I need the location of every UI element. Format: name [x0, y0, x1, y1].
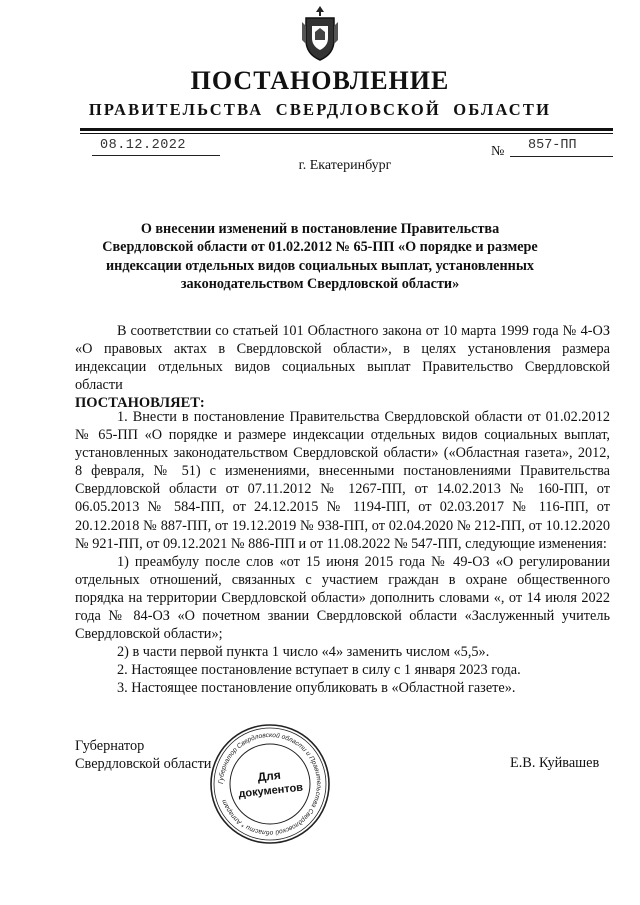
- stamp-center-line2: документов: [237, 781, 304, 801]
- date-underline: [92, 155, 220, 156]
- document-city: г. Екатеринбург: [298, 158, 392, 173]
- stamp-center-line1: Для: [256, 767, 282, 785]
- decree-word: ПОСТАНОВЛЯЕТ:: [75, 395, 205, 411]
- decree-item: 1. Внести в постановление Правительства Свердловской области от 01.02.2012 № 65-ПП «О порядке и размере индексации отдельных видов социальных выплат, установленных законодательством Свердловской области» («Областная газета», 2012, 8 февраля, № 51) с изменениями, внесенными постановлениями Правительства Свердловской области от 07.11.2012 № 1267-ПП, от 14.02.2013 № 160-ПП, от 06.05.2013 № 584-ПП, от 24.12.2015 № 1194-ПП, от 02.03.2017 № 116-ПП, от 20.12.2018 № 887-ПП, от 19.12.2019 № 938-ПП, от 02.04.2020 № 212-ПП, от 10.12.2020 № 921-ПП, от 09.12.2021 № 886-ПП и от 11.08.2022 № 547-ПП, следующие изменения:: [75, 409, 610, 552]
- preamble-text: В соответствии со статьей 101 Областного закона от 10 марта 1999 года № 4-ОЗ «О правовых актах в Свердловской области», в целях установления размера индексации отдельных видов социальных выплат Правительство Свердловской области: [75, 323, 610, 394]
- document-title: ПОСТАНОВЛЕНИЕ: [190, 66, 450, 95]
- document-date: 08.12.2022: [100, 138, 187, 153]
- issuing-authority: ПРАВИТЕЛЬСТВА СВЕРДЛОВСКОЙ ОБЛАСТИ: [88, 100, 552, 119]
- decree-items: [75, 408, 610, 698]
- preamble: [75, 322, 610, 394]
- header-rule-thin: [80, 133, 613, 134]
- signatory-position: [75, 737, 211, 773]
- coat-of-arms-icon: [300, 4, 340, 64]
- number-underline: [510, 156, 613, 157]
- official-stamp: [208, 722, 332, 846]
- signatory-position-line2: Свердловской области: [75, 756, 212, 773]
- document-subject: О внесении изменений в постановление Правительства Свердловской области от 01.02.2012 № 65-ПП «О порядке и размере индексации отдельных видов социальных выплат, установленных законодательством Свердловской области»: [102, 221, 538, 292]
- header-rule: [80, 128, 613, 131]
- number-sign: №: [491, 144, 505, 159]
- decree-item: 1) преамбулу после слов «от 15 июня 2015 года № 49-ОЗ «О регулировании отдельных отношений, связанных с участием граждан в охране общественного порядка на территории Свердловской области» дополнить словами «, от 14 июля 2022 года № 84-ОЗ «О почетном звании Свердловской области «Заслуженный учитель Свердловской области»;: [75, 553, 610, 643]
- document-number: 857-ПП: [528, 138, 577, 153]
- decree-item: 2) в части первой пункта 1 число «4» заменить числом «5,5».: [117, 644, 490, 661]
- stamp-ring-text: Губернатор Свердловской области и Правительства Свердловской области * Аппарат: [217, 731, 323, 837]
- signatory-name: Е.В. Куйвашев: [510, 755, 600, 771]
- decree-item: 2. Настоящее постановление вступает в силу с 1 января 2023 года.: [117, 662, 521, 679]
- signatory-position-line1: Губернатор: [75, 738, 145, 754]
- decree-item: 3. Настоящее постановление опубликовать в «Областной газете».: [117, 680, 516, 697]
